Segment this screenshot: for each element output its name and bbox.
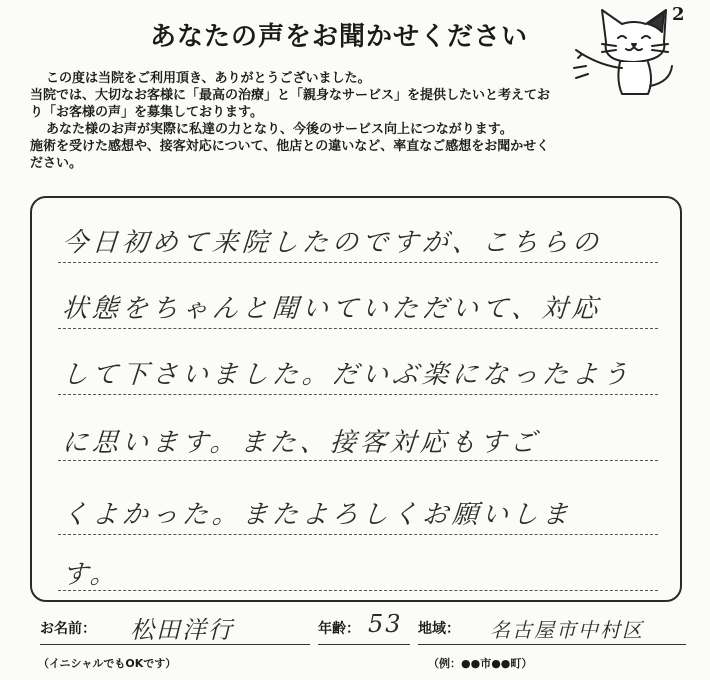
age-label: 年齢：: [318, 621, 360, 637]
region-label: 地域：: [418, 621, 460, 637]
intro-line: り「お客様の声」を募集しております。: [30, 105, 263, 120]
region-underline: [418, 644, 686, 645]
ruled-line: [58, 328, 658, 329]
intro-line: 当院では、大切なお客様に「最高の治療」と「親身なサービス」を提供したいと考えてお: [30, 88, 551, 103]
intro-line: あなた様のお声が実際に私達の力となり、今後のサービス向上につながります。: [46, 122, 513, 137]
ruled-line: [58, 262, 658, 263]
name-label: お名前：: [40, 621, 96, 637]
initial-note: （イニシャルでもOKです）: [38, 657, 177, 670]
region-value: 名古屋市中村区: [490, 618, 644, 642]
ruled-line: [58, 534, 658, 535]
intro-line: ださい。: [30, 156, 83, 171]
handwritten-line: に思います。また、接客対応もすご: [60, 428, 541, 458]
ruled-line: [58, 394, 658, 395]
handwritten-line: 今日初めて来院したのですが、こちらの: [60, 228, 604, 258]
age-underline: [318, 644, 410, 645]
ruled-line: [58, 460, 658, 461]
page-title: あなたの声をお聞かせください: [150, 22, 529, 52]
age-value: 53: [368, 610, 403, 638]
name-underline: [40, 644, 310, 645]
handwritten-line: くよかった。またよろしくお願いしま: [60, 500, 574, 530]
intro-line: この度は当院をご利用頂き、ありがとうございました。: [46, 71, 371, 86]
example-note: （例：●●市●●町）: [428, 657, 533, 670]
name-value: 松田洋行: [130, 616, 234, 644]
intro-text: [30, 70, 680, 172]
handwritten-line: して下さいました。だいぶ楽になったよう: [60, 360, 634, 390]
page-number: 2: [672, 4, 685, 25]
intro-line: 施術を受けた感想や、接客対応について、他店との違いなど、率直なご感想をお聞かせく: [30, 139, 550, 154]
handwritten-line: 状態をちゃんと聞いていただいて、対応: [60, 294, 603, 324]
ruled-line: [58, 590, 658, 591]
handwritten-line: す。: [60, 560, 121, 590]
